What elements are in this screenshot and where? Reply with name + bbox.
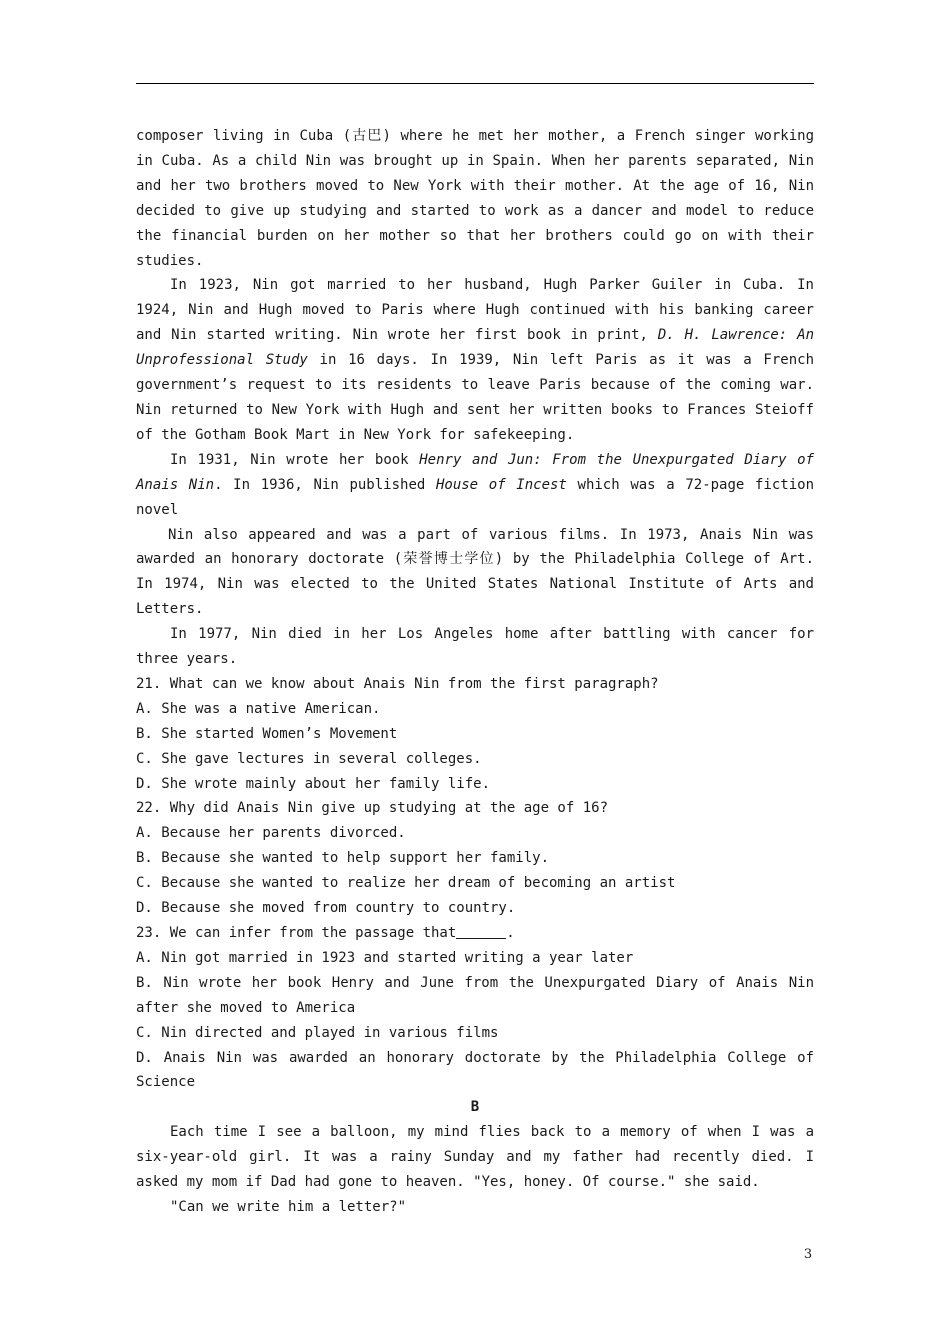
- section-b-paragraph-1: Each time I see a balloon, my mind flies back to a memory of when I was a six-year-old girl. It was a rainy Sunday and my father had recently died. I asked my mom if Dad had gone to heaven. "Yes, honey. Of course." she said.: [136, 1124, 814, 1191]
- question-21-stem: 21. What can we know about Anais Nin from the first paragraph?: [136, 675, 659, 692]
- paragraph-2-text-b: in 16 days. In 1939, Nin left Paris as it was a French government’s request to its residents to leave Paris because of the coming war. Nin returned to New York with Hugh and sent her written books to Frances Steioff of the Gotham Book Mart in New York for safekeeping.: [136, 352, 814, 443]
- question-21-option-d: D. She wrote mainly about her family life.: [136, 775, 491, 792]
- section-b-heading: B: [470, 1099, 480, 1116]
- question-22-option-c: C. Because she wanted to realize her dream of becoming an artist: [136, 875, 676, 892]
- section-b-paragraph-2: "Can we write him a letter?": [170, 1198, 407, 1215]
- page-number: 3: [803, 1247, 813, 1262]
- question-23-option-b: B. Nin wrote her book Henry and June from the Unexpurgated Diary of Anais Nin after she moved to America: [136, 974, 814, 1016]
- question-23-option-d: D. Anais Nin was awarded an honorary doctorate by the Philadelphia College of Science: [136, 1049, 814, 1091]
- question-22-option-d: D. Because she moved from country to country.: [136, 900, 516, 917]
- question-23-stem-end: .: [506, 925, 515, 941]
- question-21-option-c: C. She gave lectures in several colleges.: [136, 750, 482, 767]
- book-title-lawrence: D. H. Lawrence: An Unprofessional Study: [136, 327, 814, 369]
- question-23-stem: [136, 921, 814, 946]
- page-content: [136, 124, 814, 1220]
- paragraph-3-text-b: . In 1936, Nin published: [214, 476, 436, 493]
- question-21-option-a: A. She was a native American.: [136, 700, 381, 717]
- passage-paragraph-2: [136, 273, 814, 447]
- question-22-option-b: B. Because she wanted to help support her family.: [136, 850, 550, 867]
- passage-paragraph-4: Nin also appeared and was a part of various films. In 1973, Anais Nin was awarded an honorary doctorate (荣誉博士学位) by the Philadelphia College of Art. In 1974, Nin was elected to the United States National Institute of Arts and Letters.: [136, 526, 814, 618]
- book-title-house-of-incest: House of Incest: [435, 476, 567, 493]
- question-22-option-a: A. Because her parents divorced.: [136, 825, 406, 842]
- passage-paragraph-5: In 1977, Nin died in her Los Angeles home after battling with cancer for three years.: [136, 626, 814, 668]
- paragraph-2-text-a: In 1923, Nin got married to her husband, Hugh Parker Guiler in Cuba. In 1924, Nin and Hugh moved to Paris where Hugh continued with his banking career and Nin started writing. Nin wrote her first book in print,: [136, 277, 814, 344]
- question-21-option-b: B. She started Women’s Movement: [136, 725, 398, 742]
- question-23-stem-text: 23. We can infer from the passage that: [136, 925, 457, 941]
- book-title-henry-and-jun: Henry and Jun: From the Unexpurgated Diary of Anais Nin: [136, 451, 814, 493]
- passage-paragraph-3: [136, 448, 814, 523]
- paragraph-3-text-a: In 1931, Nin wrote her book: [170, 451, 420, 468]
- paragraph-3-text-c: which was a 72-page fiction novel: [136, 476, 815, 518]
- question-23-option-a: A. Nin got married in 1923 and started writing a year later: [136, 949, 634, 966]
- question-23-option-c: C. Nin directed and played in various films: [136, 1024, 499, 1041]
- question-22-stem: 22. Why did Anais Nin give up studying at the age of 16?: [136, 800, 609, 817]
- answer-blank: [456, 924, 506, 939]
- header-rule: [136, 83, 814, 84]
- passage-paragraph-1: composer living in Cuba (古巴) where he met her mother, a French singer working in Cuba. As a child Nin was brought up in Spain. When her parents separated, Nin and her two brothers moved to New York with their mother. At the age of 16, Nin decided to give up studying and started to work as a dancer and model to reduce the financial burden on her mother so that her brothers could go on with their studies.: [136, 128, 814, 269]
